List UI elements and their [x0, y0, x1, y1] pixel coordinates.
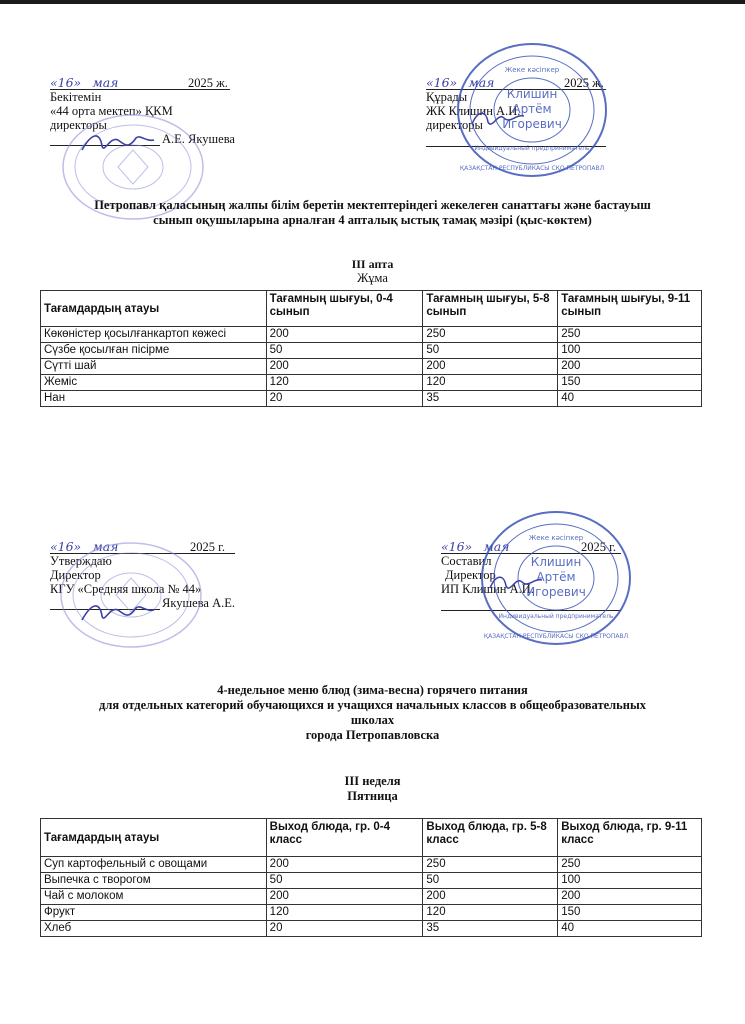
ru-row2-911: 200: [558, 889, 702, 905]
kz-title-line1: Петропавл қаласының жалпы білім беретін мектептеріндегі жекелеген санаттағы және бастауыш: [94, 198, 651, 212]
ru-row1-04: 50: [266, 873, 423, 889]
kz-row3-911: 150: [558, 375, 702, 391]
ru-day: Пятница: [347, 789, 398, 803]
kz-row2-58: 200: [423, 359, 558, 375]
ru-approve-date-month: мая: [92, 539, 119, 554]
ru-approve-line3: КГУ «Средняя школа № 44»: [50, 582, 202, 596]
kz-stamp-name1: Клишин: [506, 87, 558, 101]
ru-approve-name: Якушева А.Е.: [162, 596, 235, 610]
kz-row1-04: 50: [266, 343, 423, 359]
kz-approve-signature: [78, 128, 158, 158]
kz-stamp-name3: Игоревич: [502, 117, 562, 131]
kz-header-911: Тағамның шығуы, 9-11 сынып: [558, 291, 702, 327]
kz-stamp-ring: ҚАЗАҚСТАН РЕСПУБЛИКАСЫ СҚО ПЕТРОПАВЛ: [459, 165, 605, 172]
ru-row0-58: 250: [423, 857, 558, 873]
ru-week: III неделя: [344, 774, 401, 788]
ru-compile-line1: Составил: [441, 554, 492, 568]
ru-title-line3: школах: [350, 713, 395, 727]
ru-approve-line2: Директор: [50, 568, 101, 582]
kz-compile-date-day: «16»: [426, 75, 458, 90]
ru-row2-dish: Чай с молоком: [41, 889, 267, 905]
ru-title-line4: города Петропавловска: [305, 728, 440, 742]
ru-row4-58: 35: [423, 921, 558, 937]
kz-row3-04: 120: [266, 375, 423, 391]
ru-stamp-top: Жеке кәсіпкер: [528, 534, 584, 542]
kz-row0-911: 250: [558, 327, 702, 343]
table-row: [41, 905, 702, 921]
kz-day: Жұма: [357, 271, 388, 285]
kz-approve-name: А.Е. Якушева: [162, 132, 235, 146]
ru-stamp-name1: Клишин: [530, 555, 582, 569]
kz-stamp-bottom: Индивидуальный предприниматель: [474, 145, 590, 152]
kz-row0-dish: Көкөністер қосылғанкартоп көжесі: [41, 327, 267, 343]
kz-row2-911: 200: [558, 359, 702, 375]
kz-row3-58: 120: [423, 375, 558, 391]
ru-row1-dish: Выпечка с творогом: [41, 873, 267, 889]
ru-table-header-row: [41, 819, 702, 857]
table-row: [41, 921, 702, 937]
ru-row3-dish: Фрукт: [41, 905, 267, 921]
table-row: [41, 359, 702, 375]
kz-compile-signature: [468, 104, 528, 134]
ru-stamp-ring: ҚАЗАҚСТАН РЕСПУБЛИКАСЫ СҚО ПЕТРОПАВЛ: [483, 633, 629, 640]
table-row: [41, 343, 702, 359]
ru-row1-58: 50: [423, 873, 558, 889]
ru-row3-04: 120: [266, 905, 423, 921]
ru-row2-04: 200: [266, 889, 423, 905]
kz-row4-dish: Нан: [41, 391, 267, 407]
ru-compile-date-year: 2025 г.: [581, 540, 616, 554]
ru-row0-911: 250: [558, 857, 702, 873]
ru-row1-911: 100: [558, 873, 702, 889]
kz-header-04: Тағамның шығуы, 0-4 сынып: [266, 291, 423, 327]
kz-row1-58: 50: [423, 343, 558, 359]
kz-row1-dish: Сүзбе қосылған пісірме: [41, 343, 267, 359]
table-row: [41, 889, 702, 905]
table-row: [41, 391, 702, 407]
kz-approve-date-year: 2025 ж.: [188, 76, 228, 90]
ru-stamp-bottom: Индивидуальный предприниматель: [498, 613, 614, 620]
kz-header-dish: Тағамдардың атауы: [41, 291, 267, 327]
table-row: [41, 327, 702, 343]
kz-compile-date-year: 2025 ж.: [564, 76, 604, 90]
ru-title-line1: 4-недельное меню блюд (зима-весна) горячего питания: [217, 683, 528, 697]
table-row: [41, 873, 702, 889]
kz-row0-58: 250: [423, 327, 558, 343]
kz-row2-dish: Сүтті шай: [41, 359, 267, 375]
kz-approve-line2: «44 орта мектеп» ҚКМ: [50, 104, 173, 118]
ru-row0-04: 200: [266, 857, 423, 873]
kz-stamp-top: Жеке кәсіпкер: [504, 66, 560, 74]
kz-row4-911: 40: [558, 391, 702, 407]
kz-compile-date-month: мая: [468, 75, 495, 90]
ru-header-dish: Тағамдардың атауы: [41, 819, 267, 857]
ru-approve-date-day: «16»: [50, 539, 82, 554]
kz-row0-04: 200: [266, 327, 423, 343]
kz-week: III апта: [351, 257, 394, 271]
ru-menu-table: [40, 818, 702, 937]
kz-stamp-name2: Артём: [512, 102, 552, 116]
kz-row4-58: 35: [423, 391, 558, 407]
ru-approve-signature: [78, 598, 158, 628]
kz-menu-table: [40, 290, 702, 407]
ru-header-04: Выход блюда, гр. 0-4 класс: [266, 819, 423, 857]
ru-compile-line2: Директор: [445, 568, 496, 582]
scan-top-edge: [0, 0, 745, 4]
table-row: [41, 375, 702, 391]
ru-header-911: Выход блюда, гр. 9-11 класс: [558, 819, 702, 857]
kz-title-line2: сынып оқушыларына арналған 4 апталық ыстық тамақ мәзірі (қыс-көктем): [153, 213, 592, 227]
ru-school-seal: [56, 540, 206, 650]
ru-header-58: Выход блюда, гр. 5-8 класс: [423, 819, 558, 857]
ru-row2-58: 200: [423, 889, 558, 905]
kz-approve-date-month: мая: [92, 75, 119, 90]
kz-compile-line3: директоры: [426, 118, 483, 132]
ru-row4-911: 40: [558, 921, 702, 937]
kz-approve-line3: директоры: [50, 118, 107, 132]
kz-row4-04: 20: [266, 391, 423, 407]
ru-row3-58: 120: [423, 905, 558, 921]
ru-stamp-name3: Игоревич: [526, 585, 586, 599]
kz-compile-line1: Құрады: [426, 90, 468, 104]
ru-row0-dish: Суп картофельный с овощами: [41, 857, 267, 873]
kz-compile-line2: ЖК Клишин А.И.: [426, 104, 521, 118]
table-row: [41, 857, 702, 873]
kz-row2-04: 200: [266, 359, 423, 375]
ru-row4-04: 20: [266, 921, 423, 937]
ru-compile-date-month: мая: [483, 539, 510, 554]
kz-row1-911: 100: [558, 343, 702, 359]
ru-row4-dish: Хлеб: [41, 921, 267, 937]
ru-compile-line3: ИП Клишин А.И.: [441, 582, 534, 596]
ru-compile-date-day: «16»: [441, 539, 473, 554]
ru-row3-911: 150: [558, 905, 702, 921]
kz-header-58: Тағамның шығуы, 5-8 сынып: [423, 291, 558, 327]
ru-approve-date-year: 2025 г.: [190, 540, 225, 554]
kz-row3-dish: Жеміс: [41, 375, 267, 391]
ru-compile-signature: [486, 568, 546, 598]
kz-approve-date-day: «16»: [50, 75, 82, 90]
ru-approve-line1: Утверждаю: [50, 554, 112, 568]
kz-approve-line1: Бекітемін: [50, 90, 102, 104]
ru-title-line2: для отдельных категорий обучающихся и учащихся начальных классов в общеобразовательных: [99, 698, 646, 712]
ru-stamp-name2: Артём: [536, 570, 576, 584]
kz-table-header-row: [41, 291, 702, 327]
